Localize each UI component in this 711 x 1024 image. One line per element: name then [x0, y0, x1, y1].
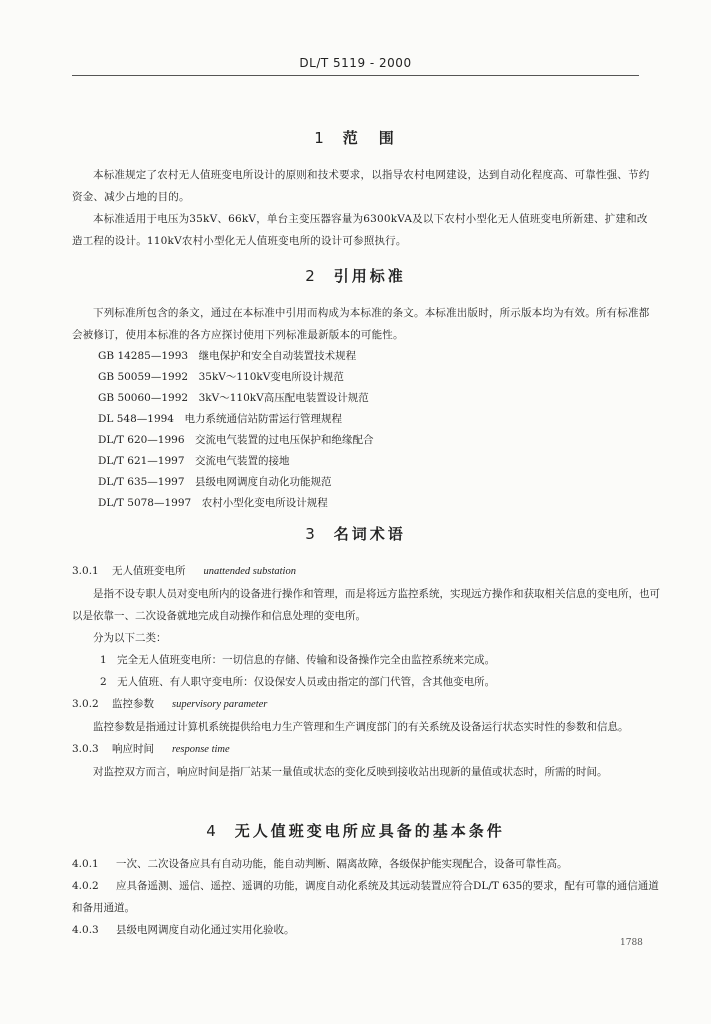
term-heading	[72, 738, 662, 761]
term-chinese: 监控参数	[112, 698, 154, 710]
reference-title: 3kV～110kV高压配电装置设计规范	[198, 392, 369, 404]
paragraph: 下列标准所包含的条文，通过在本标准中引用而构成为本标准的条文。本标准出版时，所示版本均为有效。所有标准都会被修订，使用本标准的各方应探讨使用下列标准最新版本的可能性。	[72, 307, 650, 341]
term-definition: 是指不设专职人员对变电所内的设备进行操作和管理，而是将远方监控系统，实现远方操作和获取相关信息的变电所，也可以是依靠一、二次设备就地完成自动操作和信息处理的变电所。	[72, 588, 660, 622]
section-3-title	[0, 523, 711, 544]
reference-code: GB 14285—1993	[98, 350, 189, 362]
reference-title: 交流电气装置的过电压保护和绝缘配合	[195, 434, 374, 446]
term-english: unattended substation	[203, 566, 296, 577]
section-4-title	[0, 820, 711, 841]
reference-title: 35kV～110kV变电所设计规范	[198, 371, 344, 383]
reference-code: GB 50060—1992	[98, 392, 189, 404]
term-number: 3.0.3	[72, 743, 99, 755]
term-definition: 监控参数是指通过计算机系统提供给电力生产管理和生产调度部门的有关系统及设备运行状态实时性的参数和信息。	[93, 721, 629, 733]
clause-item	[72, 919, 662, 941]
reference-code: DL/T 5078—1997	[98, 497, 192, 509]
reference-item	[98, 430, 638, 451]
section-4-number: 4	[206, 822, 219, 840]
section-1-heading: 范 围	[342, 129, 397, 147]
reference-item	[98, 346, 638, 367]
section-1-body	[72, 164, 652, 252]
clause-item	[72, 875, 662, 919]
reference-title: 交流电气装置的接地	[195, 455, 290, 467]
reference-title: 继电保护和安全自动装置技术规程	[198, 350, 357, 362]
section-2-number: 2	[305, 267, 318, 285]
reference-code: GB 50059—1992	[98, 371, 189, 383]
reference-item	[98, 451, 638, 472]
reference-title: 农村小型化变电所设计规程	[201, 497, 328, 509]
term-number: 3.0.2	[72, 698, 99, 710]
clause-text: 应具备遥测、遥信、遥控、遥调的功能，调度自动化系统及其远动装置应符合DL/T 635的要求，配有可靠的通信通道和备用通道。	[72, 880, 659, 914]
clause-number: 4.0.3	[72, 924, 99, 936]
reference-item	[98, 409, 638, 430]
term-definition: 分为以下二类：	[93, 632, 167, 644]
reference-code: DL/T 635—1997	[98, 476, 185, 488]
term-english: response time	[172, 744, 230, 755]
page-number: 1788	[620, 938, 643, 948]
term-chinese: 响应时间	[112, 743, 154, 755]
reference-item	[98, 493, 638, 514]
section-3-number: 3	[305, 525, 318, 543]
reference-item	[98, 367, 638, 388]
clause-text: 一次、二次设备应具有自动功能，能自动判断、隔离故障，各级保护能实现配合，设备可靠性高。	[116, 858, 568, 870]
clause-number: 4.0.2	[72, 880, 99, 892]
paragraph: 本标准规定了农村无人值班变电所设计的原则和技术要求，以指导农村电网建设，达到自动化程度高、可靠性强、节约资金、减少占地的目的。	[72, 169, 650, 203]
term-list-item: 1 完全无人值班变电所：一切信息的存储、传输和设备操作完全由监控系统来完成。	[100, 654, 496, 666]
clause-number: 4.0.1	[72, 858, 99, 870]
term-heading	[72, 693, 662, 716]
paragraph: 本标准适用于电压为35kV、66kV，单台主变压器容量为6300kVA及以下农村小型化无人值班变电所新建、扩建和改造工程的设计。110kV农村小型化无人值班变电所的设计可参照执行。	[72, 213, 648, 247]
term-definition: 对监控双方而言，响应时间是指厂站某一量值或状态的变化反映到接收站出现新的量值或状态时，所需的时间。	[93, 766, 608, 778]
section-3-heading: 名词术语	[333, 525, 406, 543]
section-2-heading: 引用标准	[333, 267, 406, 285]
term-chinese: 无人值班变电所	[112, 565, 186, 577]
term-list-item: 2 无人值班、有人职守变电所：仅设保安人员或由指定的部门代管，含其他变电所。	[100, 676, 496, 688]
clause-item	[72, 853, 662, 875]
term-number: 3.0.1	[72, 565, 99, 577]
reference-code: DL/T 620—1996	[98, 434, 185, 446]
reference-item	[98, 388, 638, 409]
section-4-heading: 无人值班变电所应具备的基本条件	[234, 822, 505, 840]
reference-title: 县级电网调度自动化功能规范	[195, 476, 332, 488]
reference-title: 电力系统通信站防雷运行管理规程	[184, 413, 342, 425]
section-2-title	[0, 265, 711, 286]
term-english: supervisory parameter	[172, 699, 268, 710]
section-1-title	[0, 127, 711, 148]
term-definitions	[72, 560, 662, 783]
header-rule	[72, 75, 639, 76]
section-1-number: 1	[314, 129, 327, 147]
standard-header: DL/T 5119 - 2000	[299, 56, 412, 70]
reference-list	[98, 346, 638, 514]
reference-item	[98, 472, 638, 493]
reference-code: DL 548—1994	[98, 413, 174, 425]
term-heading	[72, 560, 662, 583]
reference-code: DL/T 621—1997	[98, 455, 185, 467]
clause-text: 县级电网调度自动化通过实用化验收。	[116, 924, 295, 936]
section-4-clauses	[72, 853, 662, 941]
section-2-intro	[72, 302, 652, 346]
